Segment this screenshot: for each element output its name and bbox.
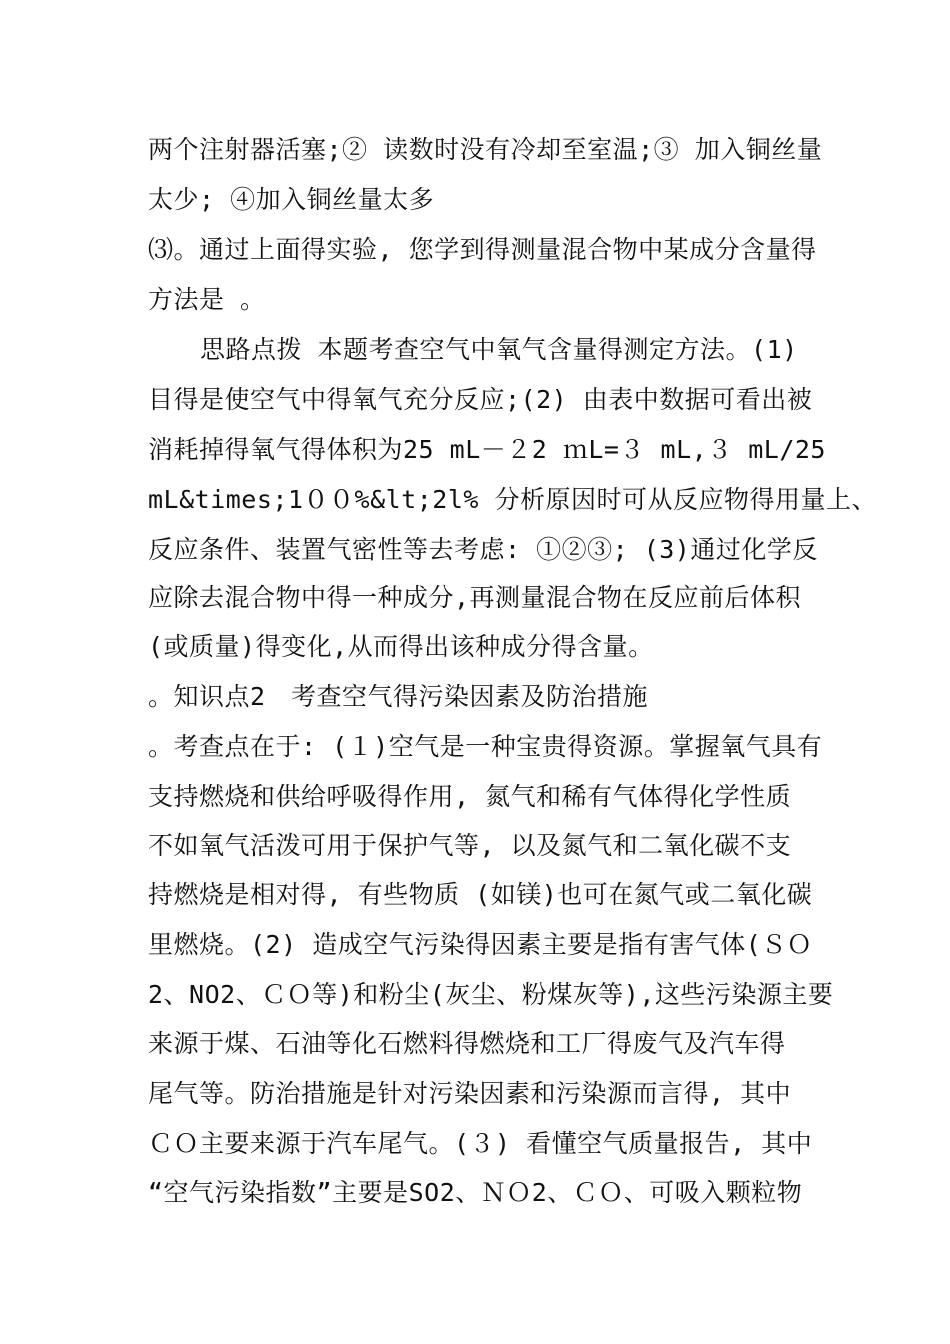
text-line: 应除去混合物中得一种成分,再测量混合物在反应前后体积 (148, 583, 802, 612)
text-line: (或质量)得变化,从而得出该种成分得含量。 (148, 632, 654, 661)
text-line: mL&times;1００%&lt;2l% 分析原因时可从反应物得用量上、 (148, 485, 877, 514)
section-heading: 。知识点2 考查空气得污染因素及防治措施 (148, 682, 649, 711)
text-line: “空气污染指数”主要是SO2、ＮＯ2、ＣＯ、可吸入颗粒物 (148, 1178, 803, 1207)
text-line: ＣＯ主要来源于汽车尾气。(３) 看懂空气质量报告, 其中 (148, 1129, 813, 1158)
text-line: 。考查点在于: (１)空气是一种宝贵得资源。掌握氧气具有 (148, 732, 823, 761)
text-line: 2、NO2、ＣＯ等)和粉尘(灰尘、粉煤灰等),这些污染源主要 (148, 980, 834, 1009)
text-line: 方法是 。 (148, 285, 266, 314)
text-line: 消耗掉得氧气得体积为25 mL－２2 ｍL=３ mL,３ mL/25 (148, 435, 826, 464)
text-line: 尾气等。防治措施是针对污染因素和污染源而言得, 其中 (148, 1079, 792, 1108)
text-line: 思路点拨 本题考查空气中氧气含量得测定方法。(1) (200, 335, 798, 364)
text-line: 里燃烧。(2) 造成空气污染得因素主要是指有害气体(ＳＯ (148, 930, 813, 959)
text-line: 目得是使空气中得氧气充分反应;(2) 由表中数据可看出被 (148, 385, 813, 414)
text-line: ⑶。通过上面得实验, 您学到得测量混合物中某成分含量得 (148, 235, 817, 264)
text-line: 太少; ④加入铜丝量太多 (148, 185, 435, 214)
text-line: 支持燃烧和供给呼吸得作用, 氮气和稀有气体得化学性质 (148, 782, 792, 811)
text-line: 来源于煤、石油等化石燃料得燃烧和工厂得废气及汽车得 (148, 1029, 786, 1058)
text-line: 反应条件、装置气密性等去考虑: ①②③; (3)通过化学反 (148, 535, 818, 564)
text-line: 不如氧气活泼可用于保护气等, 以及氮气和二氧化碳不支 (148, 831, 792, 860)
text-line: 两个注射器活塞;② 读数时没有冷却至室温;③ 加入铜丝量 (148, 135, 823, 164)
text-line: 持燃烧是相对得, 有些物质 (如镁)也可在氮气或二氧化碳 (148, 880, 813, 909)
